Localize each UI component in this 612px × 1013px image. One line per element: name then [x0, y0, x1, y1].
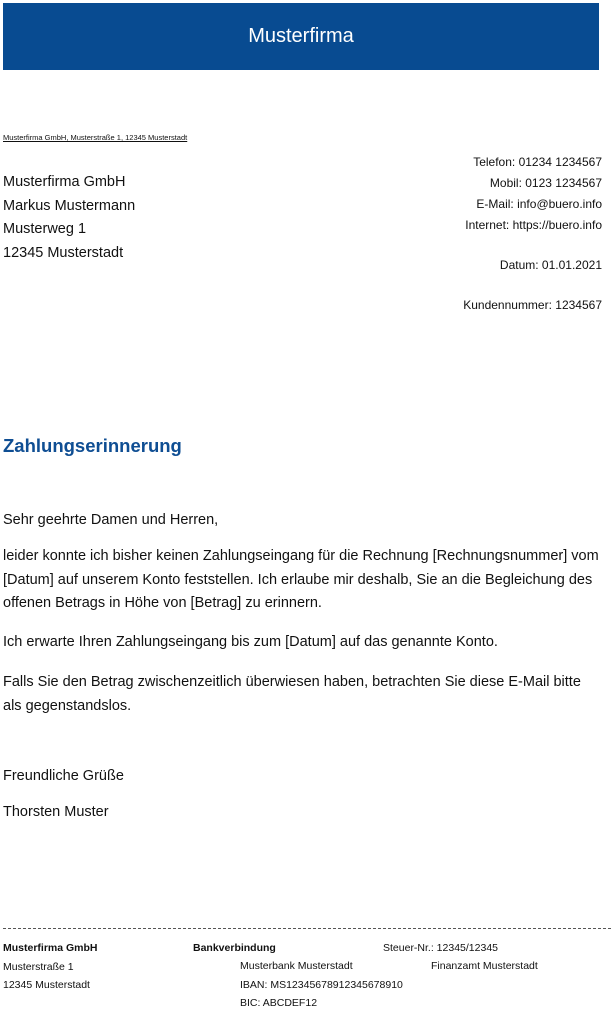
recipient-line: 12345 Musterstadt — [3, 245, 124, 262]
footer-bank-name: Musterbank Musterstadt — [240, 960, 353, 972]
company-title: Musterfirma — [248, 25, 354, 47]
footer-bank-iban: IBAN: MS12345678912345678910 — [240, 978, 403, 991]
contact-internet: Internet: https://buero.info — [465, 218, 602, 232]
footer-company-street: Musterstraße 1 — [3, 960, 74, 973]
footer-company-name: Musterfirma GmbH — [3, 942, 98, 954]
footer-tax-office-col — [431, 957, 538, 976]
customer-number: Kundennummer: 1234567 — [463, 298, 602, 312]
footer-bank — [240, 957, 403, 1013]
recipient-line: Markus Mustermann — [3, 197, 136, 214]
letter-date: Datum: 01.01.2021 — [499, 258, 602, 272]
body-paragraph-1: leider konnte ich bisher keinen Zahlungseingang für die Rechnung [Rechnungsnummer] vom [Datum] auf unserem Konto feststellen. Ich erlaube mir deshalb, Sie an die Begleichung des offenen Betrags in Höhe von [Betrag] zu erinnern. — [3, 548, 599, 612]
recipient-line: Musterweg 1 — [3, 221, 87, 238]
contact-phone: Telefon: 01234 1234567 — [473, 155, 602, 169]
body-paragraph-2: Ich erwarte Ihren Zahlungseingang bis zum [Datum] auf das genannte Konto. — [3, 634, 498, 650]
footer-tax-office: Finanzamt Musterstadt — [431, 960, 538, 972]
footer-company-city: 12345 Musterstadt — [3, 979, 90, 991]
sender-return-line: Musterfirma GmbH, Musterstraße 1, 12345 Musterstadt — [3, 133, 188, 142]
footer-tax-number-col — [383, 939, 498, 958]
contact-mobile: Mobil: 0123 1234567 — [489, 176, 602, 190]
contact-block — [465, 152, 602, 236]
footer-tax-number: Steuer-Nr.: 12345/12345 — [383, 942, 498, 954]
letter-subject: Zahlungserinnerung — [3, 435, 182, 456]
footer-divider — [3, 928, 611, 929]
recipient-address — [3, 171, 135, 266]
body-paragraph-3: Falls Sie den Betrag zwischenzeitlich überwiesen haben, betrachten Sie diese E-Mail bitte als gegenstandslos. — [3, 674, 581, 714]
contact-email: E-Mail: info@buero.info — [476, 197, 602, 211]
footer-bank-heading: Bankverbindung — [193, 942, 276, 954]
letterhead-banner — [3, 3, 599, 70]
signature-name: Thorsten Muster — [3, 804, 109, 820]
footer-bank-heading-col — [193, 939, 276, 958]
footer-bank-bic: BIC: ABCDEF12 — [240, 997, 318, 1009]
salutation: Sehr geehrte Damen und Herren, — [3, 512, 219, 528]
footer-company — [3, 939, 98, 995]
closing: Freundliche Grüße — [3, 768, 124, 784]
recipient-line: Musterfirma GmbH — [3, 174, 126, 190]
